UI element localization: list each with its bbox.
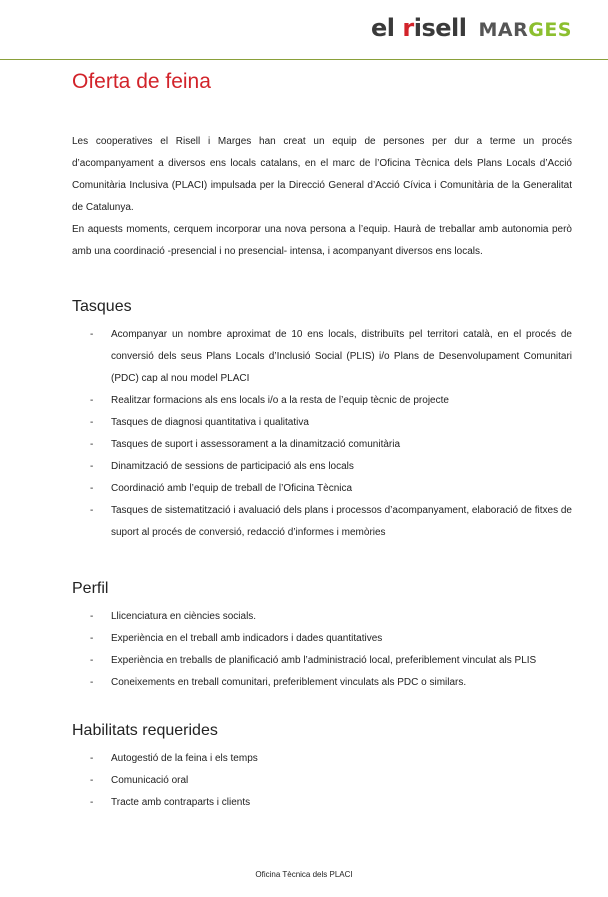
list-item: - Llicenciatura en ciències socials. (90, 611, 257, 622)
tasques-list (72, 324, 572, 544)
marges-logo: MARGES (478, 19, 572, 41)
list-item: - Experiència en treballs de planificació amb l’administració local, preferiblement vinculat als PLIS (90, 655, 537, 666)
list-item: - Dinamització de sessions de participació als ens locals (90, 461, 354, 472)
header-divider (0, 59, 608, 60)
list-item: - Tracte amb contraparts i clients (90, 797, 251, 808)
intro-paragraph: Les cooperatives el Risell i Marges han creat un equip de persones per dur a terme un procés d’acompanyament a diversos ens locals catalans, en el marc de l’Oficina Tècnica dels Plans Locals d’Acció Comunitària Inclusiva (PLACI) impulsada per la Direcció General d’Acció Cívica i Comunitària de la Generalitat de Catalunya. (72, 136, 572, 213)
list-item: - Experiència en el treball amb indicadors i dades quantitatives (90, 633, 383, 644)
list-item: - Tasques de suport i assessorament a la dinamització comunitària (90, 439, 401, 450)
brand-logos (371, 14, 572, 42)
list-item: - Coneixements en treball comunitari, preferiblement vinculats als PDC o similars. (90, 677, 467, 688)
list-item: - Coordinació amb l’equip de treball de l’Oficina Tècnica (90, 483, 353, 494)
intro-paragraph: En aquests moments, cerquem incorporar una nova persona a l’equip. Haurà de treballar amb autonomia però amb una coordinació -presencial i no presencial- intensa, i acompanyant diversos ens locals. (72, 224, 572, 257)
section-title-habilitats: Habilitats requerides (72, 722, 218, 739)
section-title-perfil: Perfil (72, 580, 109, 597)
list-item: - Autogestió de la feina i els temps (90, 753, 258, 764)
page-footer: Oficina Tècnica dels PLACI (255, 870, 353, 879)
list-item: - Comunicació oral (90, 775, 189, 786)
list-item: - Realitzar formacions als ens locals i/o a la resta de l’equip tècnic de projecte (90, 395, 449, 406)
habilitats-list (72, 748, 572, 814)
section-title-tasques: Tasques (72, 298, 132, 315)
page-title: Oferta de feina (72, 70, 211, 93)
page-header (0, 0, 608, 62)
list-item: - Tasques de sistematització i avaluació dels plans i processos d’acompanyament, elaboració de fitxes de suport al procés de conversió, redacció d’informes i memòries (90, 505, 572, 538)
list-item: - Tasques de diagnosi quantitativa i qualitativa (90, 417, 309, 428)
list-item: - Acompanyar un nombre aproximat de 10 ens locals, distribuïts pel territori català, en el procés de conversió dels seus Plans Locals d’Inclusió Social (PLIS) i/o Plans de Desenvolupament Comunitari (PDC) cap al nou model PLACI (90, 329, 572, 384)
perfil-list (72, 606, 572, 694)
intro-text (72, 131, 572, 263)
risell-logo: el risell (371, 14, 467, 42)
